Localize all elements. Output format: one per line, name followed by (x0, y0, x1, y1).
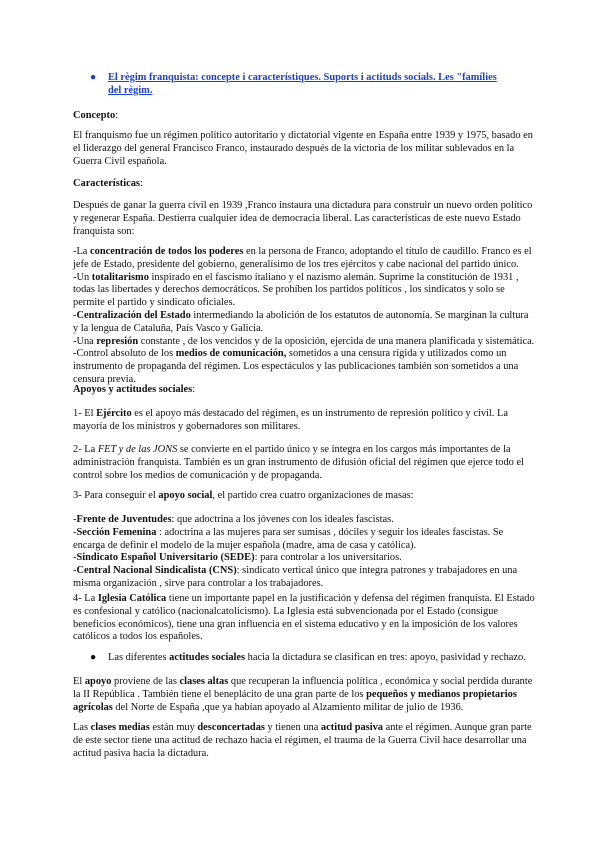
item-text: sometidos a una censura rígida y utilizados como un instrumento de propaganda del régimen. Los espectáculos y las publicaciones también son sometidos a una censura previa. (73, 348, 519, 385)
caracteristicas-heading-text: Características (73, 178, 140, 189)
item-text: inspirado en el fascismo italiano y el nazismo alemán. Suprime la constitución de 1931 , todas las libertades y derechos democráticos. Se prohíben los partidos políticos , los sindicatos y solo se permite el partido y sindicato oficiales. (73, 271, 519, 309)
org-bold: Sección Femenina (76, 526, 157, 538)
list-item (73, 514, 535, 527)
concepto-heading-text: Concepto (73, 110, 116, 121)
org-text: : sindicato vertical único que integra patrones y trabajadores en una misma organización , sirve para controlar a los trabajadores. (73, 565, 518, 589)
apoyos-paragraph-5 (73, 676, 535, 714)
list-item (73, 310, 535, 336)
p5-bold: clases altas (179, 676, 229, 687)
p6-prefix: Las (73, 722, 91, 733)
org-bold: Central Nacional Sindicalista (CNS) (76, 565, 237, 577)
apoyos-paragraph-6 (73, 722, 535, 760)
p2-prefix: 2- La (73, 444, 98, 455)
org-bold: Frente de Juventudes (76, 514, 172, 525)
bullet-icon: ● (90, 652, 97, 663)
item-text: constante , de los vencidos y de la oposición, ejercida de una manera planificada y sistemática. (138, 335, 535, 347)
p1-text: es el apoyo más destacado del régimen, es un instrumento de represión político y civil. La mayoría de los ministros y gobernadores son militares. (73, 408, 508, 432)
item-bold: totalitarismo (91, 271, 149, 283)
p1-prefix: 1- El (73, 408, 97, 419)
p3-text: , el partido crea cuatro organizaciones de masas: (212, 490, 414, 501)
p6-text: y tienen una (264, 722, 321, 733)
apoyos-paragraph-3 (73, 490, 535, 503)
item-prefix: -Una (73, 335, 97, 347)
p2-italic: FET y de las JONS (97, 444, 178, 455)
p6-bold: clases medias (90, 722, 150, 733)
bullet-bold: actitudes sociales (169, 652, 246, 663)
org-prefix: - (73, 514, 77, 525)
document-title (92, 72, 512, 98)
actitudes-bullet-text (108, 652, 532, 665)
p4-prefix: 4- La (73, 593, 98, 604)
caracteristicas-intro: Después de ganar la guerra civil en 1939 ,Franco instaura una dictadura para construir un nuevo orden político y regenerar España. Destierra cualquier idea de democracia liberal. Las características de este nuevo Estado franquista son: (73, 200, 533, 237)
p5-text: que recuperan la influencia política , económica y social perdida durante la II República . También tiene el beneplácito de una gran parte de los (73, 676, 533, 700)
p1-bold: Ejército (96, 408, 132, 419)
org-prefix: - (73, 565, 77, 577)
org-text: : que adoctrina a los jóvenes con los ideales fascistas. (171, 514, 394, 525)
item-prefix: -La (73, 246, 91, 257)
p6-text: están muy (149, 722, 198, 733)
list-item (73, 527, 535, 553)
p6-bold: desconcertadas (197, 722, 265, 733)
p5-bold: apoyo (84, 676, 112, 687)
p4-bold: Iglesia Católica (97, 593, 167, 604)
concepto-heading-colon: : (115, 110, 119, 121)
p4-text: tiene un importante papel en la justificación y defensa del régimen franquista. El Estado es confesional y católico (nacionalcatolicismo). La Iglesia está subvencionada por el Estado (consigue beneficios económicos), tiene una gran influencia en el sistema educativo y en la imposición de los valores católicos a todos los españoles. (73, 593, 535, 643)
caracteristicas-list (73, 246, 535, 387)
concepto-heading (73, 110, 535, 123)
apoyos-paragraph-2 (73, 444, 535, 482)
p3-prefix: 3- Para conseguir el (73, 490, 159, 501)
list-item (73, 246, 535, 272)
concepto-paragraph: El franquismo fue un régimen político autoritario y dictatorial vigente en España entre 1939 y 1975, basado en el liderazgo del general Francisco Franco, instaurado después de la victoria de los militar sublevados en la Guerra Civil española. (73, 130, 533, 167)
p2-text: se convierte en el partido único y se integra en los cargos más importantes de la administración franquista. También es un gran instrumento de difusión oficial del régimen que ejerce todo el control sobre los medios de comunicación y de propaganda. (73, 444, 524, 481)
p5-bold: pequeños y medianos propietarios agrícolas (73, 688, 517, 713)
apoyos-heading-colon: : (192, 384, 196, 395)
apoyos-paragraph-4 (73, 593, 535, 644)
item-prefix: - (73, 309, 77, 321)
caracteristicas-heading-colon: : (139, 178, 143, 189)
list-item (73, 272, 535, 310)
org-text: : adoctrina a las mujeres para ser sumisas , dóciles y seguir los ideales fascistas. Se encarga de definir el modelo de la mujer española (madre, ama de casa y católica). (73, 526, 504, 551)
p5-prefix: El (73, 676, 85, 687)
bullet-text: hacia la dictadura se clasifican en tres: apoyo, pasividad y rechazo. (245, 652, 526, 663)
org-prefix: - (73, 526, 77, 538)
p3-bold: apoyo social (158, 490, 213, 501)
apoyos-heading-text: Apoyos y actitudes sociales (73, 384, 193, 395)
bullet-icon: ● (90, 72, 97, 83)
p6-text: ante el régimen. Aunque gran parte de este sector tiene una actitud de rechazo hacia el régimen, el trauma de la Guerra Civil hace desarrollar una actitud pasiva hacia la dictadura. (73, 722, 532, 759)
caracteristicas-heading (73, 178, 535, 191)
bullet-prefix: Las diferentes (108, 652, 170, 663)
apoyos-paragraph-1 (73, 408, 535, 434)
item-prefix: -Control absoluto de los (73, 348, 176, 360)
list-item (73, 348, 535, 386)
item-bold: concentración de todos los poderes (90, 246, 244, 257)
p6-bold: actitud pasiva (320, 722, 383, 733)
item-text: en la persona de Franco, adoptando el título de caudillo. Franco es el jefe de Estado, presidente del gobierno, generalísimo de los tres ejércitos y cabe nacional del partido único. (73, 246, 532, 270)
org-prefix: - (73, 552, 77, 564)
org-text: : para controlar a los universitarios. (254, 552, 402, 564)
list-item (73, 552, 535, 565)
list-item (73, 565, 535, 591)
list-item (73, 336, 535, 349)
item-bold: represión (96, 335, 139, 347)
item-prefix: -Un (73, 271, 92, 283)
apoyos-heading (73, 384, 535, 397)
actitudes-bullet (92, 652, 532, 665)
p5-text: del Norte de España ,que ya habían apoyado al Alzamiento militar de julio de 1936. (112, 701, 464, 713)
organizaciones-list (73, 514, 535, 591)
org-bold: Sindicato Español Universitario (SEDE) (76, 552, 255, 564)
p5-text: proviene de las (111, 676, 180, 687)
title-text: El règim franquista: concepte i característiques. Suports i actituds socials. Les "famílies del règim. (108, 72, 497, 96)
item-text: intermediando la abolición de los estatutos de autonomía. Se marginan la cultura y la lengua de Cataluña, País Vasco y Galicia. (73, 309, 529, 334)
item-bold: medios de comunicación, (175, 348, 287, 360)
item-bold: Centralización del Estado (76, 309, 191, 321)
